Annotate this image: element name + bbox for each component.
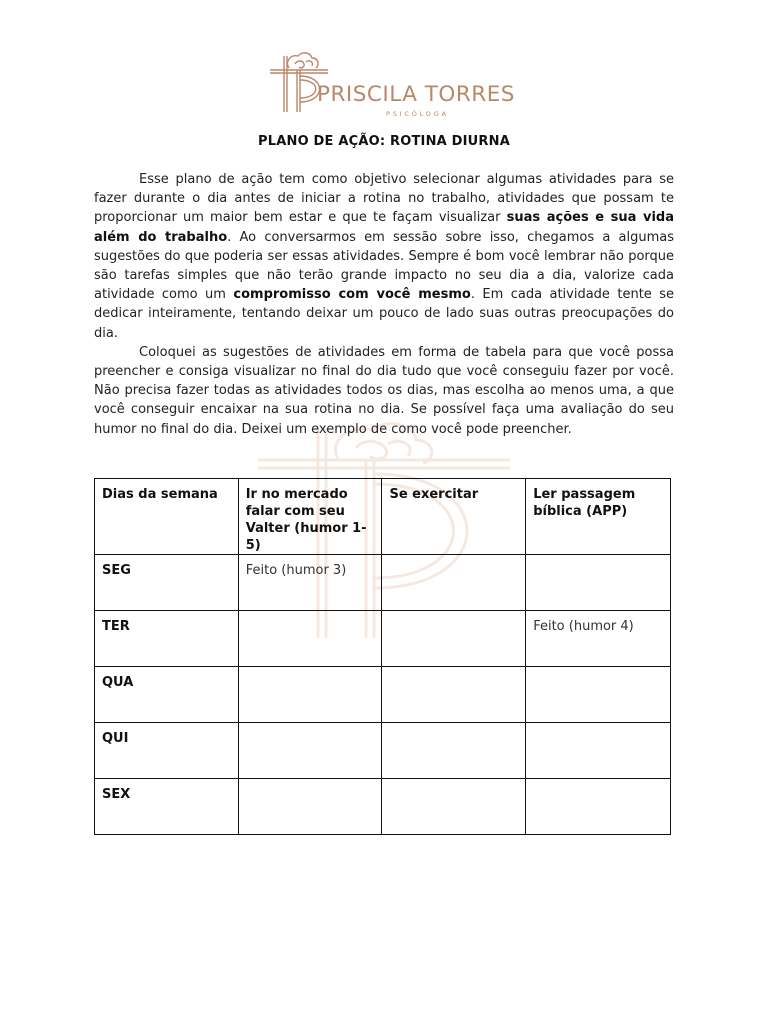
paragraph-intro: Esse plano de ação tem como objetivo selecionar algumas atividades para se fazer durante o dia antes de iniciar a rotina no trabalho, atividades que possam te proporcionar um maior bem estar e que te façam visualizar suas ações e sua vida além do trabalho. Ao conversarmos em sessão sobre isso, chegamos a algumas sugestões do que poderia ser essas atividades. Sempre é bom você lembrar não porque são tarefas simples que não terão grande impacto no seu dia a dia, valorize cada atividade como um compromisso com você mesmo. Em cada atividade tente se dedicar inteiramente, tentando deixar um pouco de lado suas outras preocupações do dia. — [94, 172, 675, 341]
entry-cell[interactable] — [526, 723, 671, 779]
table-row — [95, 555, 671, 611]
document-title: PLANO DE AÇÃO: ROTINA DIURNA — [258, 134, 510, 149]
emphasis-life-beyond-work: suas ações e sua vida além do trabalho — [94, 210, 674, 245]
paragraph-instructions: Coloquei as sugestões de atividades em forma de tabela para que você possa preencher e consiga visualizar no final do dia tudo que você conseguiu fazer por você. Não precisa fazer todas as atividades todos os dias, mas escolha ao menos uma, a que você conseguir encaixar na sua rotina no dia. Se possível faça uma avaliação do seu humor no final do dia. Deixei um exemplo de como você pode preencher. — [94, 344, 674, 437]
day-cell: QUI — [95, 723, 239, 779]
table-row — [95, 667, 671, 723]
header-exercise: Se exercitar — [382, 479, 526, 555]
day-cell: TER — [95, 611, 239, 667]
day-cell: SEG — [95, 555, 239, 611]
entry-cell[interactable]: Feito (humor 4) — [526, 611, 671, 667]
entry-cell[interactable] — [238, 779, 382, 835]
activity-table — [94, 478, 671, 835]
entry-cell[interactable] — [526, 779, 671, 835]
entry-cell[interactable] — [526, 667, 671, 723]
header-market: Ir no mercado falar com seu Valter (humor 1-5) — [238, 479, 382, 555]
table-row — [95, 611, 671, 667]
brand-subtitle: PSICÓLOGA — [386, 110, 449, 118]
entry-cell[interactable] — [238, 611, 382, 667]
entry-cell[interactable] — [238, 723, 382, 779]
entry-cell[interactable] — [526, 555, 671, 611]
day-cell: QUA — [95, 667, 239, 723]
entry-cell[interactable] — [382, 779, 526, 835]
entry-cell[interactable] — [382, 667, 526, 723]
entry-cell[interactable] — [238, 667, 382, 723]
table-header-row — [95, 479, 671, 555]
entry-cell[interactable] — [382, 723, 526, 779]
entry-cell[interactable]: Feito (humor 3) — [238, 555, 382, 611]
entry-cell[interactable] — [382, 555, 526, 611]
document-body — [94, 170, 674, 439]
entry-cell[interactable] — [382, 611, 526, 667]
table-row — [95, 779, 671, 835]
header-bible-reading: Ler passagem bíblica (APP) — [526, 479, 671, 555]
day-cell: SEX — [95, 779, 239, 835]
header-logo — [268, 50, 515, 126]
emphasis-self-commitment: compromisso com você mesmo — [233, 287, 471, 303]
header-days: Dias da semana — [95, 479, 239, 555]
table-row — [95, 723, 671, 779]
brand-name: PRISCILA TORRES — [317, 82, 515, 107]
